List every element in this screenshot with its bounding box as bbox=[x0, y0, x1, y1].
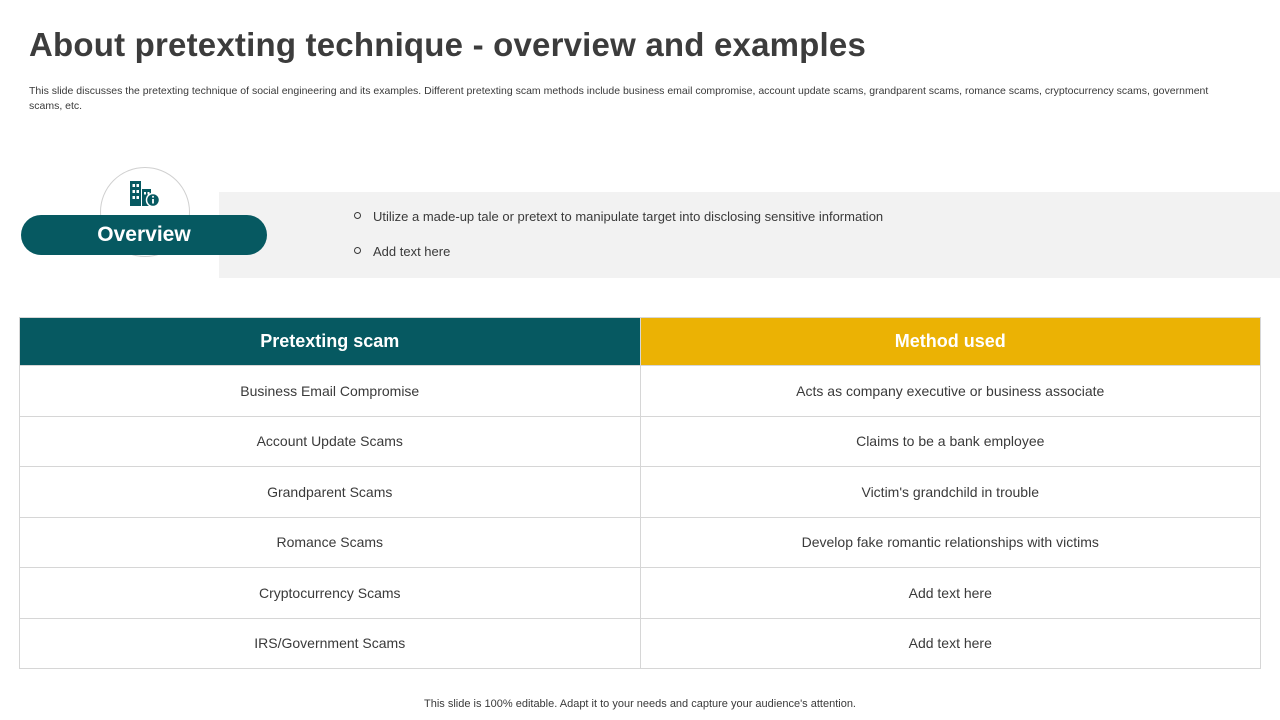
scam-name-cell: IRS/Government Scams bbox=[20, 618, 641, 669]
table-header-row bbox=[20, 318, 1261, 366]
table-row bbox=[20, 416, 1261, 467]
overview-bullet-text: Add text here bbox=[373, 244, 451, 259]
overview-bullet-text: Utilize a made-up tale or pretext to manipulate target into disclosing sensitive information bbox=[373, 209, 884, 224]
footer-note: This slide is 100% editable. Adapt it to your needs and capture your audience's attention. bbox=[424, 698, 856, 710]
method-cell: Add text here bbox=[640, 618, 1261, 669]
scam-name-cell: Cryptocurrency Scams bbox=[20, 568, 641, 619]
column-header-pretexting-scam: Pretexting scam bbox=[20, 318, 641, 366]
table-row bbox=[20, 568, 1261, 619]
scam-name-cell: Business Email Compromise bbox=[20, 366, 641, 417]
method-cell: Claims to be a bank employee bbox=[640, 416, 1261, 467]
method-cell: Acts as company executive or business associate bbox=[640, 366, 1261, 417]
building-info-icon bbox=[128, 180, 162, 208]
overview-panel bbox=[219, 192, 1280, 278]
method-cell: Victim's grandchild in trouble bbox=[640, 467, 1261, 518]
scam-name-cell: Romance Scams bbox=[20, 517, 641, 568]
circle-bullet-icon bbox=[354, 247, 361, 254]
scam-name-cell: Account Update Scams bbox=[20, 416, 641, 467]
method-cell: Develop fake romantic relationships with victims bbox=[640, 517, 1261, 568]
overview-label: Overview bbox=[21, 215, 267, 255]
table-row bbox=[20, 618, 1261, 669]
method-cell: Add text here bbox=[640, 568, 1261, 619]
scam-name-cell: Grandparent Scams bbox=[20, 467, 641, 518]
column-header-method-used: Method used bbox=[640, 318, 1261, 366]
overview-bullet-list bbox=[354, 208, 883, 278]
circle-bullet-icon bbox=[354, 212, 361, 219]
overview-bullet bbox=[354, 243, 883, 278]
pretexting-scam-table bbox=[19, 317, 1261, 669]
page-subtitle: This slide discusses the pretexting technique of social engineering and its examples. Different pretexting scam methods include business email compromise, account update scams, grandparent scams, romance scams, cryptocurrency scams, government scams, etc. bbox=[29, 85, 1209, 112]
overview-bullet bbox=[354, 208, 883, 243]
table-row bbox=[20, 517, 1261, 568]
page-title: About pretexting technique - overview and examples bbox=[29, 26, 867, 63]
table-row bbox=[20, 467, 1261, 518]
table-row bbox=[20, 366, 1261, 417]
